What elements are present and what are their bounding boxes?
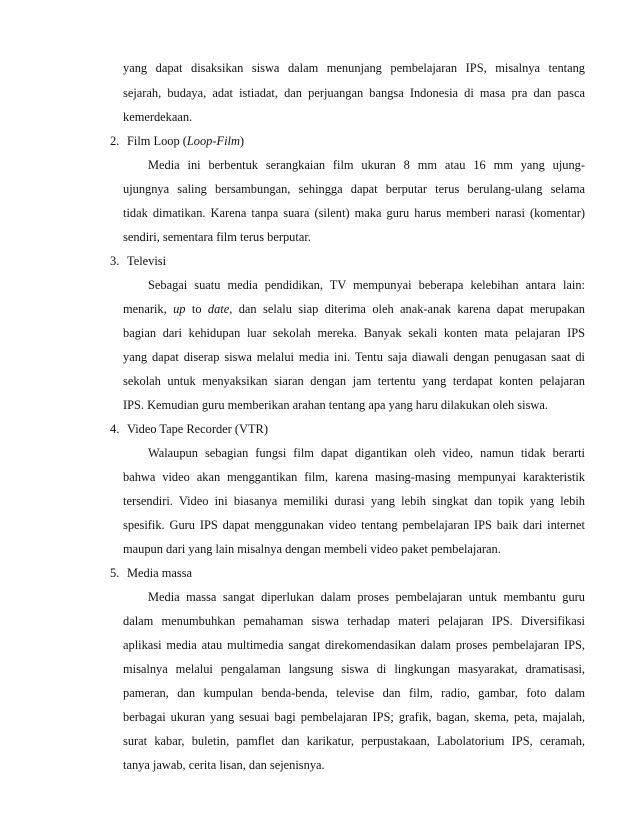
text-line: tersendiri. Video ini biasanya memiliki durasi yang lebih singkat dan topik yang lebih	[123, 494, 585, 508]
section-number: 4.	[110, 422, 120, 436]
text-line: tidak dimatikan. Karena tanpa suara (silent) maka guru harus memberi narasi (komentar)	[123, 206, 585, 220]
text-line: bagian dari kehidupan luar sekolah mereka. Banyak sekali konten mata pelajaran IPS	[123, 326, 585, 340]
text-line: aplikasi media atau multimedia sangat direkomendasikan dalam proses pembelajaran IPS,	[123, 638, 585, 652]
text-line: berbagai ukuran yang sesuai bagi pembelajaran IPS; grafik, bagan, skema, peta, majalah,	[123, 710, 585, 724]
text-line: spesifik. Guru IPS dapat menggunakan video tentang pembelajaran IPS baik dari internet	[123, 518, 585, 532]
section-heading-televisi: 3. Televisi	[110, 254, 167, 268]
text-line: sejarah, budaya, adat istiadat, dan perjuangan bangsa Indonesia di masa pra dan pasca	[123, 86, 585, 100]
text-line: bahwa video akan menggantikan film, karena masing-masing mempunyai karakteristik	[123, 470, 585, 484]
section-heading-media-massa: 5. Media massa	[110, 566, 193, 580]
section-number: 5.	[110, 566, 120, 580]
section-heading-film-loop: 2. Film Loop (Loop-Film)	[110, 134, 245, 148]
text-line: yang dapat disaksikan siswa dalam menunjang pembelajaran IPS, misalnya tentang	[123, 61, 585, 75]
text-line: Walaupun sebagian fungsi film dapat digantikan oleh video, namun tidak berarti	[148, 446, 585, 460]
text-line: maupun dari yang lain misalnya dengan membeli video paket pembelajaran.	[123, 542, 501, 556]
text-line: Media massa sangat diperlukan dalam proses pembelajaran untuk membantu guru	[148, 590, 585, 604]
text-line: ujungnya saling bersambungan, sehingga dapat berputar terus berulang-ulang selama	[123, 182, 585, 196]
text-line: kemerdekaan.	[123, 110, 193, 124]
text-line: sekolah untuk menyaksikan siaran dengan jam tertentu yang terdapat konten pelajaran	[123, 374, 585, 388]
text-line: Sebagai suatu media pendidikan, TV mempunyai beberapa kelebihan antara lain:	[148, 278, 585, 292]
text-line: IPS. Kemudian guru memberikan arahan tentang apa yang haru dilakukan oleh siswa.	[123, 398, 548, 412]
text-line: sendiri, sementara film terus berputar.	[123, 230, 311, 244]
text-line: pameran, dan kumpulan benda-benda, televise dan film, radio, gambar, foto dalam	[123, 686, 585, 700]
section-heading-vtr: 4. Video Tape Recorder (VTR)	[110, 422, 268, 436]
section-number: 2.	[110, 134, 120, 148]
text-line: menarik, up to date, dan selalu siap diterima oleh anak-anak karena dapat merupakan	[123, 302, 585, 316]
text-line: Media ini berbentuk serangkaian film ukuran 8 mm atau 16 mm yang ujung-	[148, 158, 585, 172]
text-line: surat kabar, buletin, pamflet dan karikatur, perpustakaan, Labolatorium IPS, ceramah,	[123, 734, 585, 748]
text-line: misalnya melalui pengalaman langsung siswa di lingkungan masyarakat, dramatisasi,	[123, 662, 585, 676]
text-line: dalam menumbuhkan pemahaman siswa terhadap materi pelajaran IPS. Diversifikasi	[123, 614, 585, 628]
text-line: tanya jawab, cerita lisan, dan sejenisnya.	[123, 758, 325, 772]
text-line: yang dapat diserap siswa melalui media ini. Tentu saja diawali dengan penugasan saat di	[123, 350, 585, 364]
section-number: 3.	[110, 254, 120, 268]
